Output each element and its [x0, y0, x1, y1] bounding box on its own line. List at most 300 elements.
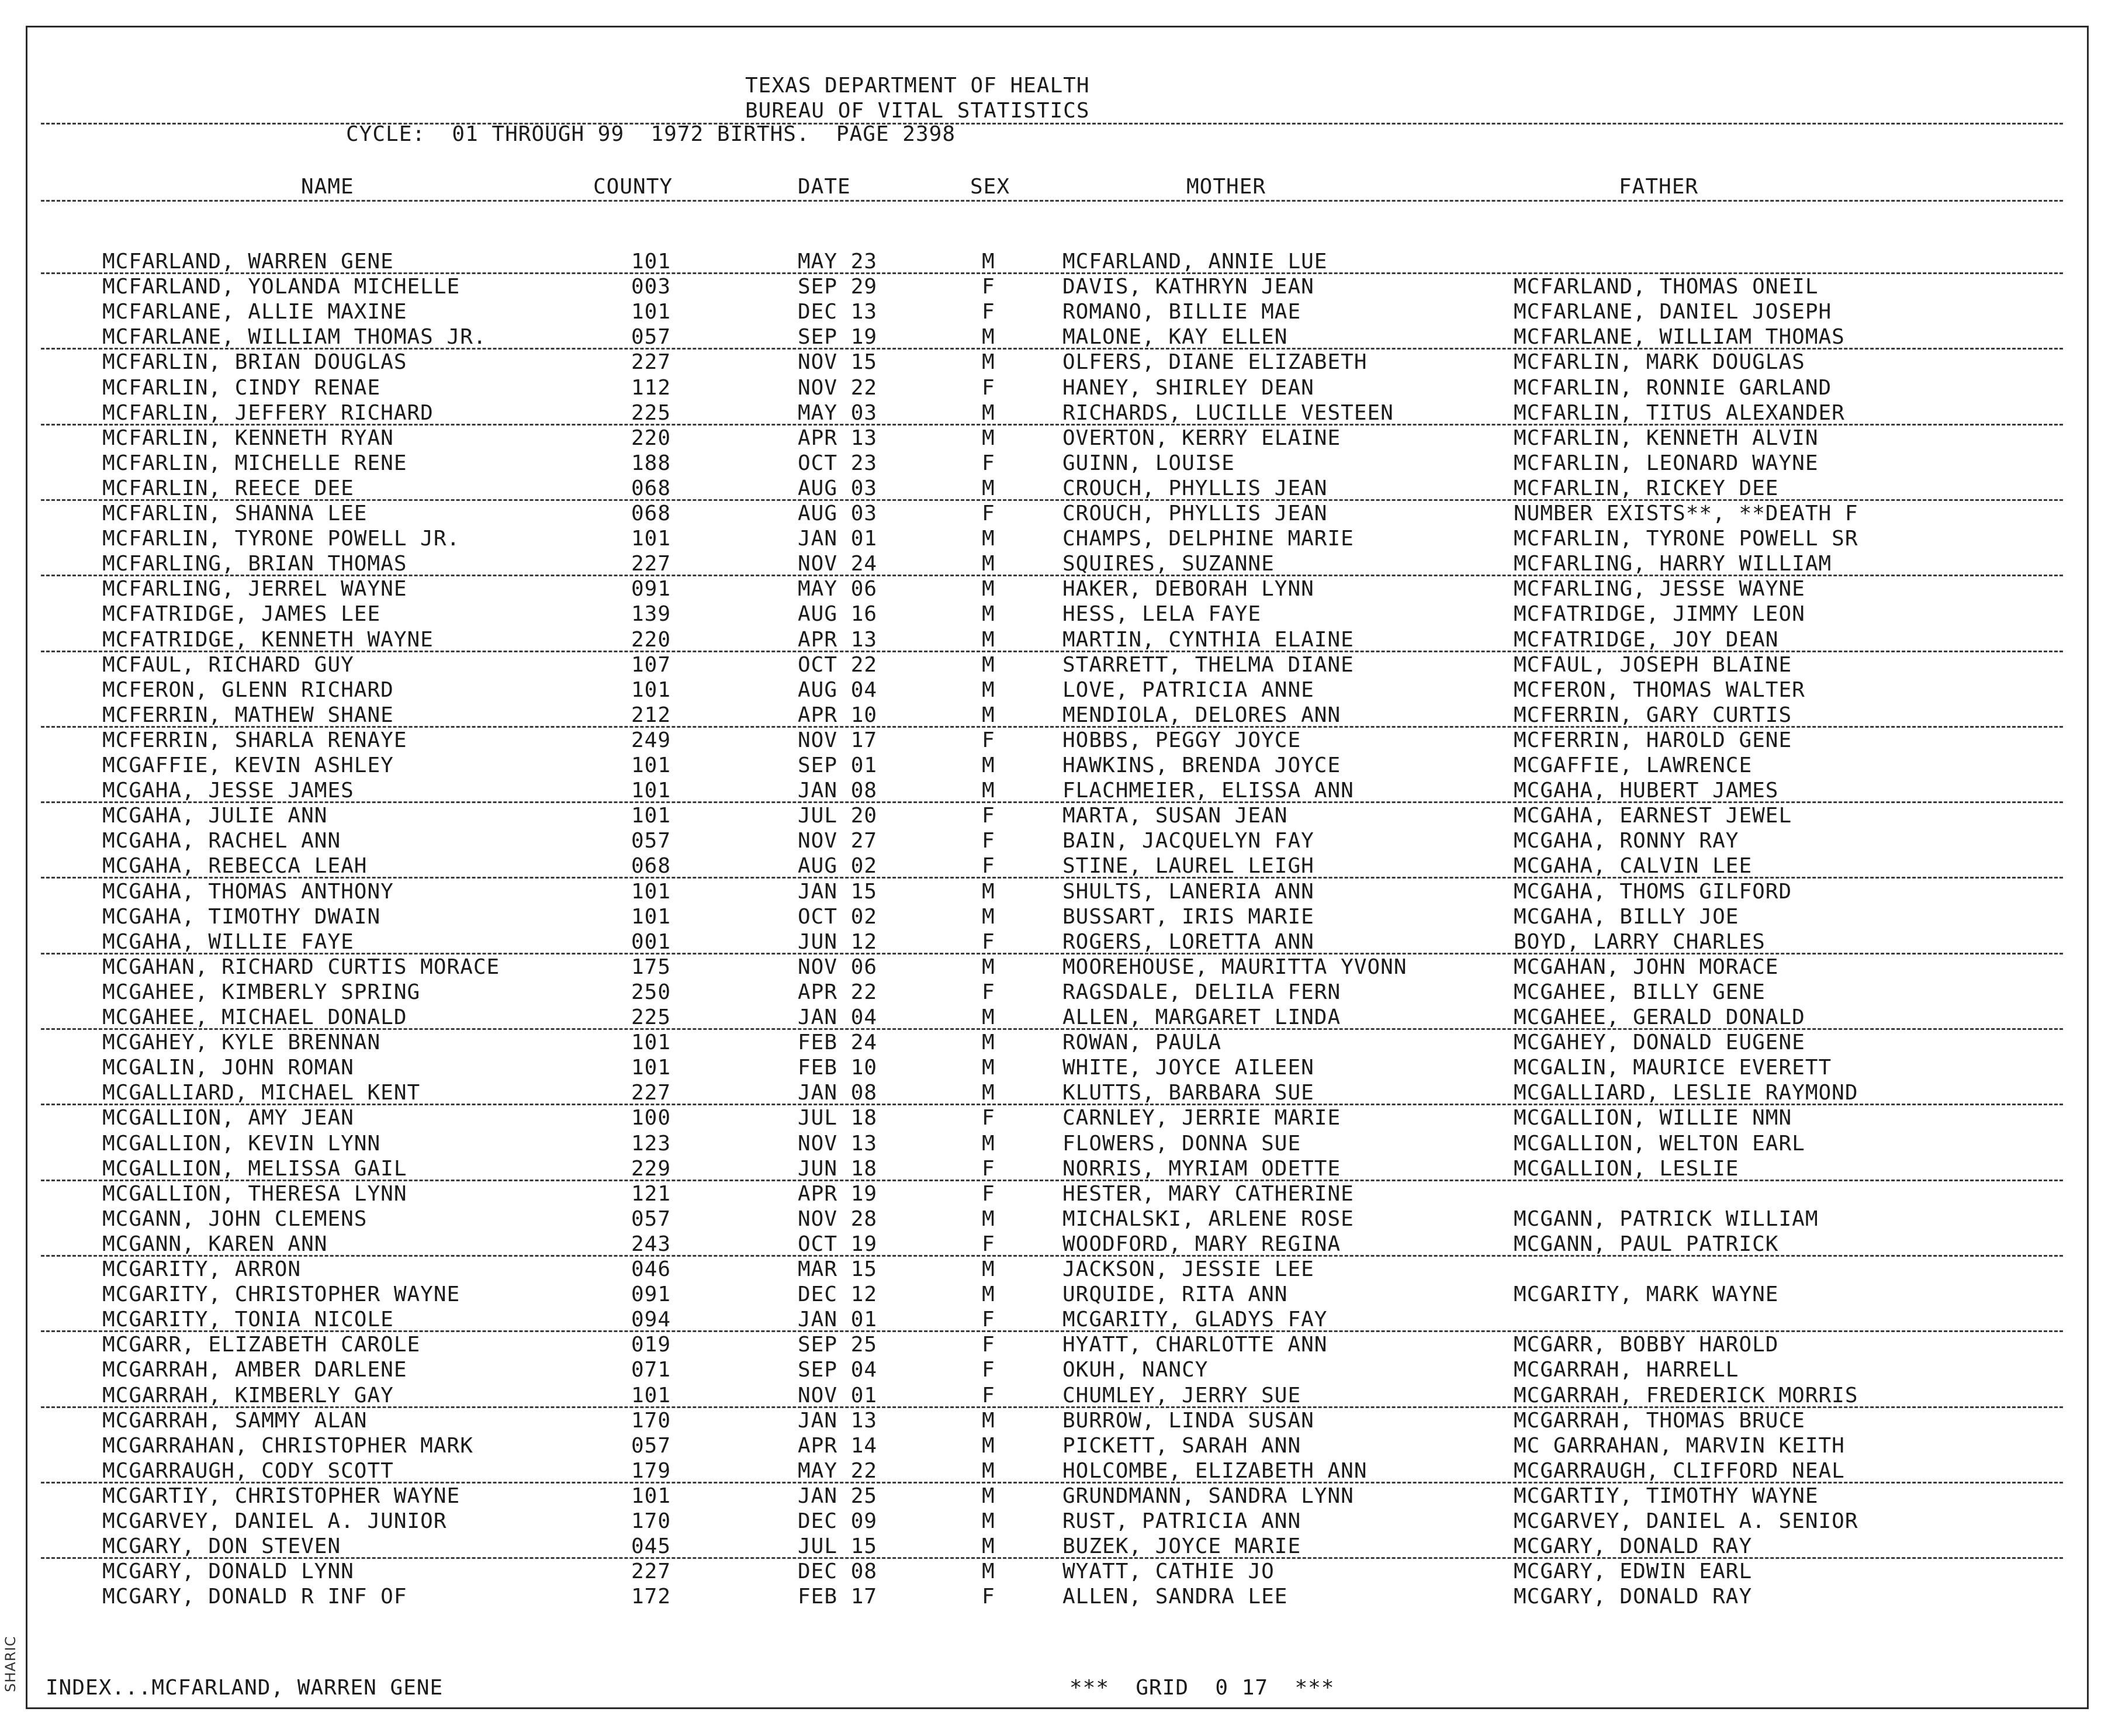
- record-sex: M: [982, 1030, 995, 1055]
- side-mark: SHARIC: [2, 1635, 19, 1692]
- record-name: MCGARVEY, DANIEL A. JUNIOR: [102, 1509, 447, 1533]
- column-header-date: DATE: [798, 175, 851, 199]
- record-sex: M: [982, 1559, 995, 1584]
- record-county: 227: [631, 1559, 671, 1584]
- record-mother: CHUMLEY, JERRY SUE: [1062, 1383, 1301, 1408]
- record-date: NOV 17: [798, 728, 878, 752]
- record-sex: M: [982, 1056, 995, 1080]
- record-sex: M: [982, 1483, 995, 1508]
- record-date: AUG 16: [798, 602, 878, 627]
- record-date: JAN 08: [798, 1081, 878, 1105]
- record-mother: URQUIDE, RITA ANN: [1062, 1282, 1288, 1307]
- record-county: 179: [631, 1458, 671, 1483]
- row-group-rule: [41, 348, 2063, 350]
- record-name: MCFARLIN, MICHELLE RENE: [102, 451, 407, 475]
- column-header-mother: MOTHER: [1186, 175, 1266, 199]
- record-name: MCGALIN, JOHN ROMAN: [102, 1056, 354, 1080]
- record-date: FEB 17: [798, 1585, 878, 1609]
- record-sex: F: [982, 1308, 995, 1332]
- record-mother: MICHALSKI, ARLENE ROSE: [1062, 1206, 1354, 1231]
- record-sex: F: [982, 728, 995, 752]
- record-name: MCFARLIN, BRIAN DOUGLAS: [102, 350, 407, 375]
- record-father: MCGARTIY, TIMOTHY WAYNE: [1514, 1483, 1819, 1508]
- record-county: 212: [631, 703, 671, 727]
- record-sex: M: [982, 703, 995, 727]
- column-header-sex: SEX: [970, 175, 1010, 199]
- record-county: 249: [631, 728, 671, 752]
- record-county: 112: [631, 375, 671, 400]
- record-mother: RICHARDS, LUCILLE VESTEEN: [1062, 400, 1394, 425]
- record-father: MCGAHEE, GERALD DONALD: [1514, 1005, 1805, 1029]
- row-group-rule: [41, 801, 2063, 803]
- record-father: MCGAHA, CALVIN LEE: [1514, 854, 1753, 879]
- record-father: MCGARRAUGH, CLIFFORD NEAL: [1514, 1458, 1845, 1483]
- record-sex: M: [982, 1433, 995, 1458]
- record-county: 101: [631, 779, 671, 803]
- record-father: MCGARVEY, DANIEL A. SENIOR: [1514, 1509, 1858, 1533]
- record-name: MCGANN, KAREN ANN: [102, 1232, 328, 1256]
- record-county: 101: [631, 753, 671, 777]
- record-father: MCGAHA, RONNY RAY: [1514, 829, 1739, 853]
- record-date: MAY 06: [798, 577, 878, 601]
- record-county: 243: [631, 1232, 671, 1256]
- record-name: MCFERRIN, SHARLA RENAYE: [102, 728, 407, 752]
- row-group-rule: [41, 651, 2063, 652]
- record-name: MCGANN, JOHN CLEMENS: [102, 1206, 368, 1231]
- record-mother: HOLCOMBE, ELIZABETH ANN: [1062, 1458, 1368, 1483]
- record-date: APR 14: [798, 1433, 878, 1458]
- record-name: MCFERON, GLENN RICHARD: [102, 677, 394, 702]
- row-group-rule: [41, 575, 2063, 576]
- record-date: OCT 19: [798, 1232, 878, 1256]
- record-father: MCFERON, THOMAS WALTER: [1514, 677, 1805, 702]
- row-group-rule: [41, 1255, 2063, 1257]
- record-name: MCGAFFIE, KEVIN ASHLEY: [102, 753, 394, 777]
- record-mother: MCGARITY, GLADYS FAY: [1062, 1308, 1328, 1332]
- record-county: 227: [631, 350, 671, 375]
- record-mother: ROMANO, BILLIE MAE: [1062, 300, 1301, 324]
- record-mother: BAIN, JACQUELYN FAY: [1062, 829, 1314, 853]
- record-sex: M: [982, 1206, 995, 1231]
- record-sex: M: [982, 652, 995, 677]
- record-date: APR 22: [798, 980, 878, 1004]
- record-county: 057: [631, 1433, 671, 1458]
- record-county: 101: [631, 527, 671, 551]
- record-sex: M: [982, 779, 995, 803]
- record-mother: SHULTS, LANERIA ANN: [1062, 879, 1314, 904]
- record-county: 091: [631, 1282, 671, 1307]
- record-name: MCFARLIN, KENNETH RYAN: [102, 426, 394, 450]
- record-date: DEC 09: [798, 1509, 878, 1533]
- record-date: APR 10: [798, 703, 878, 727]
- record-mother: CROUCH, PHYLLIS JEAN: [1062, 476, 1328, 500]
- record-father: MCFARLANE, DANIEL JOSEPH: [1514, 300, 1832, 324]
- row-group-rule: [41, 1482, 2063, 1483]
- record-name: MCGAHA, JESSE JAMES: [102, 779, 354, 803]
- record-date: SEP 29: [798, 275, 878, 299]
- record-name: MCGAHEY, KYLE BRENNAN: [102, 1030, 381, 1055]
- record-mother: HAWKINS, BRENDA JOYCE: [1062, 753, 1341, 777]
- record-father: MCGAHA, HUBERT JAMES: [1514, 779, 1779, 803]
- record-name: MCGALLION, THERESA LYNN: [102, 1181, 407, 1206]
- record-father: MCFARLANE, WILLIAM THOMAS: [1514, 325, 1845, 350]
- record-county: 101: [631, 1383, 671, 1408]
- record-sex: M: [982, 1257, 995, 1281]
- record-name: MCFARLIN, SHANNA LEE: [102, 502, 368, 525]
- record-father: MCGARRAH, THOMAS BRUCE: [1514, 1408, 1805, 1433]
- record-sex: F: [982, 1358, 995, 1382]
- record-father: MCGAHEE, BILLY GENE: [1514, 980, 1766, 1004]
- record-date: SEP 04: [798, 1358, 878, 1382]
- row-group-rule: [41, 1028, 2063, 1030]
- record-name: MCFARLAND, WARREN GENE: [102, 250, 394, 274]
- record-mother: MARTIN, CYNTHIA ELAINE: [1062, 627, 1354, 652]
- record-father: MCGALIN, MAURICE EVERETT: [1514, 1056, 1832, 1080]
- record-father: MCGARITY, MARK WAYNE: [1514, 1282, 1779, 1307]
- record-name: MCGARR, ELIZABETH CAROLE: [102, 1333, 421, 1357]
- record-county: 225: [631, 1005, 671, 1029]
- record-county: 094: [631, 1308, 671, 1332]
- record-mother: ROWAN, PAULA: [1062, 1030, 1222, 1055]
- record-sex: M: [982, 1282, 995, 1307]
- record-father: MCFARLIN, MARK DOUGLAS: [1514, 350, 1805, 375]
- record-name: MCFARLAND, YOLANDA MICHELLE: [102, 275, 461, 299]
- record-county: 091: [631, 577, 671, 601]
- record-father: BOYD, LARRY CHARLES: [1514, 929, 1766, 954]
- record-sex: F: [982, 929, 995, 954]
- record-name: MCFAUL, RICHARD GUY: [102, 652, 354, 677]
- record-mother: MALONE, KAY ELLEN: [1062, 325, 1288, 350]
- row-group-rule: [41, 272, 2063, 274]
- record-sex: F: [982, 980, 995, 1004]
- record-county: 107: [631, 652, 671, 677]
- record-mother: RAGSDALE, DELILA FERN: [1062, 980, 1341, 1004]
- record-date: APR 19: [798, 1181, 878, 1206]
- record-father: MCGAHEY, DONALD EUGENE: [1514, 1030, 1805, 1055]
- record-sex: F: [982, 1181, 995, 1206]
- record-date: DEC 08: [798, 1559, 878, 1584]
- record-mother: OKUH, NANCY: [1062, 1358, 1209, 1382]
- record-county: 229: [631, 1156, 671, 1181]
- record-mother: HOBBS, PEGGY JOYCE: [1062, 728, 1301, 752]
- header-title: TEXAS DEPARTMENT OF HEALTH: [745, 74, 1090, 98]
- record-county: 101: [631, 1056, 671, 1080]
- record-sex: F: [982, 451, 995, 475]
- record-sex: M: [982, 602, 995, 627]
- record-sex: F: [982, 1232, 995, 1256]
- record-date: NOV 13: [798, 1131, 878, 1156]
- record-date: JAN 01: [798, 1308, 878, 1332]
- record-county: 100: [631, 1106, 671, 1130]
- record-date: MAR 15: [798, 1257, 878, 1281]
- row-group-rule: [41, 499, 2063, 501]
- record-father: MCGARRAH, FREDERICK MORRIS: [1514, 1383, 1858, 1408]
- row-group-rule: [41, 877, 2063, 879]
- record-date: JAN 15: [798, 879, 878, 904]
- record-county: 101: [631, 904, 671, 929]
- record-mother: JACKSON, JESSIE LEE: [1062, 1257, 1314, 1281]
- record-mother: PICKETT, SARAH ANN: [1062, 1433, 1301, 1458]
- record-mother: RUST, PATRICIA ANN: [1062, 1509, 1301, 1533]
- record-sex: M: [982, 1458, 995, 1483]
- record-sex: M: [982, 904, 995, 929]
- record-county: 220: [631, 627, 671, 652]
- record-county: 071: [631, 1358, 671, 1382]
- record-name: MCFARLING, JERREL WAYNE: [102, 577, 407, 601]
- record-mother: CARNLEY, JERRIE MARIE: [1062, 1106, 1341, 1130]
- record-date: JAN 01: [798, 527, 878, 551]
- record-name: MCGALLION, KEVIN LYNN: [102, 1131, 381, 1156]
- record-date: JUL 20: [798, 804, 878, 828]
- record-father: MCGARR, BOBBY HAROLD: [1514, 1333, 1779, 1357]
- footer-index: INDEX...MCFARLAND, WARREN GENE: [46, 1676, 444, 1700]
- record-sex: M: [982, 552, 995, 576]
- record-date: DEC 13: [798, 300, 878, 324]
- record-mother: STARRETT, THELMA DIANE: [1062, 652, 1354, 677]
- record-date: JUL 18: [798, 1106, 878, 1130]
- record-mother: NORRIS, MYRIAM ODETTE: [1062, 1156, 1341, 1181]
- record-name: MCGAHEE, MICHAEL DONALD: [102, 1005, 407, 1029]
- record-county: 121: [631, 1181, 671, 1206]
- record-name: MCGALLION, AMY JEAN: [102, 1106, 354, 1130]
- record-father: MCGALLION, LESLIE: [1514, 1156, 1739, 1181]
- record-county: 101: [631, 677, 671, 702]
- record-county: 057: [631, 829, 671, 853]
- record-mother: HYATT, CHARLOTTE ANN: [1062, 1333, 1328, 1357]
- record-father: MCGALLION, WELTON EARL: [1514, 1131, 1805, 1156]
- record-sex: M: [982, 577, 995, 601]
- record-date: JUN 12: [798, 929, 878, 954]
- record-sex: M: [982, 955, 995, 979]
- record-name: MCGARRAH, KIMBERLY GAY: [102, 1383, 394, 1408]
- record-name: MCGAHA, TIMOTHY DWAIN: [102, 904, 381, 929]
- record-name: MCGARRAH, SAMMY ALAN: [102, 1408, 368, 1433]
- record-county: 068: [631, 502, 671, 525]
- record-date: NOV 01: [798, 1383, 878, 1408]
- record-name: MCGARRAHAN, CHRISTOPHER MARK: [102, 1433, 473, 1458]
- record-date: SEP 01: [798, 753, 878, 777]
- cycle-line: CYCLE: 01 THROUGH 99 1972 BIRTHS. PAGE 2398: [346, 122, 956, 146]
- record-date: JUN 18: [798, 1156, 878, 1181]
- record-date: MAY 22: [798, 1458, 878, 1483]
- record-sex: M: [982, 753, 995, 777]
- header-rule: [41, 123, 2063, 125]
- record-father: MCGANN, PAUL PATRICK: [1514, 1232, 1779, 1256]
- record-mother: WYATT, CATHIE JO: [1062, 1559, 1275, 1584]
- record-name: MCGALLIARD, MICHAEL KENT: [102, 1081, 421, 1105]
- record-county: 175: [631, 955, 671, 979]
- record-father: MCFARLIN, RONNIE GARLAND: [1514, 375, 1832, 400]
- record-date: JAN 13: [798, 1408, 878, 1433]
- record-date: OCT 22: [798, 652, 878, 677]
- record-father: MCGARY, DONALD RAY: [1514, 1585, 1753, 1609]
- record-county: 250: [631, 980, 671, 1004]
- record-county: 188: [631, 451, 671, 475]
- record-date: MAY 03: [798, 400, 878, 425]
- record-date: SEP 25: [798, 1333, 878, 1357]
- record-mother: BUZEK, JOYCE MARIE: [1062, 1534, 1301, 1559]
- record-date: DEC 12: [798, 1282, 878, 1307]
- record-father: MCFATRIDGE, JOY DEAN: [1514, 627, 1779, 652]
- record-mother: HESS, LELA FAYE: [1062, 602, 1262, 627]
- record-date: JAN 04: [798, 1005, 878, 1029]
- record-county: 101: [631, 804, 671, 828]
- record-mother: HESTER, MARY CATHERINE: [1062, 1181, 1354, 1206]
- record-father: MCFARLIN, LEONARD WAYNE: [1514, 451, 1819, 475]
- record-county: 068: [631, 854, 671, 879]
- record-sex: M: [982, 400, 995, 425]
- record-county: 123: [631, 1131, 671, 1156]
- record-name: MCFATRIDGE, JAMES LEE: [102, 602, 381, 627]
- record-county: 045: [631, 1534, 671, 1559]
- record-father: MCGALLIARD, LESLIE RAYMOND: [1514, 1081, 1858, 1105]
- record-date: NOV 15: [798, 350, 878, 375]
- footer-grid: *** GRID 0 17 ***: [1069, 1676, 1335, 1700]
- record-date: AUG 02: [798, 854, 878, 879]
- record-name: MCFARLIN, TYRONE POWELL JR.: [102, 527, 461, 551]
- record-sex: M: [982, 1534, 995, 1559]
- record-date: AUG 03: [798, 502, 878, 525]
- column-header-rule: [41, 200, 2063, 202]
- record-father: MCFARLIN, KENNETH ALVIN: [1514, 426, 1819, 450]
- row-group-rule: [41, 726, 2063, 728]
- record-father: MCGARY, EDWIN EARL: [1514, 1559, 1753, 1584]
- record-mother: MCFARLAND, ANNIE LUE: [1062, 250, 1328, 274]
- record-father: MCGANN, PATRICK WILLIAM: [1514, 1206, 1819, 1231]
- record-sex: M: [982, 325, 995, 350]
- record-sex: M: [982, 627, 995, 652]
- record-date: AUG 04: [798, 677, 878, 702]
- record-father: MCGAHA, THOMS GILFORD: [1514, 879, 1792, 904]
- record-name: MCGAHA, WILLIE FAYE: [102, 929, 354, 954]
- record-name: MCFARLIN, REECE DEE: [102, 476, 354, 500]
- record-father: MCFATRIDGE, JIMMY LEON: [1514, 602, 1805, 627]
- record-father: MCGALLION, WILLIE NMN: [1514, 1106, 1792, 1130]
- record-date: JAN 08: [798, 779, 878, 803]
- record-name: MCGARRAH, AMBER DARLENE: [102, 1358, 407, 1382]
- record-name: MCGAHA, REBECCA LEAH: [102, 854, 368, 879]
- record-date: MAY 23: [798, 250, 878, 274]
- record-county: 046: [631, 1257, 671, 1281]
- record-county: 068: [631, 476, 671, 500]
- record-father: MCFARLIN, TYRONE POWELL SR: [1514, 527, 1858, 551]
- record-mother: GUINN, LOUISE: [1062, 451, 1235, 475]
- record-mother: ROGERS, LORETTA ANN: [1062, 929, 1314, 954]
- record-mother: BUSSART, IRIS MARIE: [1062, 904, 1314, 929]
- record-mother: FLOWERS, DONNA SUE: [1062, 1131, 1301, 1156]
- record-father: MCFARLAND, THOMAS ONEIL: [1514, 275, 1819, 299]
- record-mother: OLFERS, DIANE ELIZABETH: [1062, 350, 1368, 375]
- record-mother: CROUCH, PHYLLIS JEAN: [1062, 502, 1328, 525]
- record-mother: MENDIOLA, DELORES ANN: [1062, 703, 1341, 727]
- record-father: MCFARLIN, RICKEY DEE: [1514, 476, 1779, 500]
- record-name: MCGARY, DONALD LYNN: [102, 1559, 354, 1584]
- record-mother: STINE, LAUREL LEIGH: [1062, 854, 1314, 879]
- record-sex: M: [982, 350, 995, 375]
- record-name: MCGARY, DONALD R INF OF: [102, 1585, 407, 1609]
- row-group-rule: [41, 1330, 2063, 1332]
- record-mother: BURROW, LINDA SUSAN: [1062, 1408, 1314, 1433]
- record-sex: F: [982, 1585, 995, 1609]
- record-father: MCFERRIN, GARY CURTIS: [1514, 703, 1792, 727]
- record-mother: DAVIS, KATHRYN JEAN: [1062, 275, 1314, 299]
- record-sex: F: [982, 829, 995, 853]
- row-group-rule: [41, 1557, 2063, 1559]
- record-date: APR 13: [798, 426, 878, 450]
- record-name: MCGALLION, MELISSA GAIL: [102, 1156, 407, 1181]
- record-mother: MARTA, SUSAN JEAN: [1062, 804, 1288, 828]
- record-name: MCGARITY, TONIA NICOLE: [102, 1308, 394, 1332]
- record-sex: F: [982, 1106, 995, 1130]
- record-mother: WOODFORD, MARY REGINA: [1062, 1232, 1341, 1256]
- record-date: JUL 15: [798, 1534, 878, 1559]
- record-sex: M: [982, 1005, 995, 1029]
- record-name: MCGARY, DON STEVEN: [102, 1534, 341, 1559]
- record-mother: OVERTON, KERRY ELAINE: [1062, 426, 1341, 450]
- row-group-rule: [41, 1180, 2063, 1181]
- record-sex: M: [982, 1408, 995, 1433]
- record-name: MCFATRIDGE, KENNETH WAYNE: [102, 627, 434, 652]
- header-subtitle: BUREAU OF VITAL STATISTICS: [745, 99, 1090, 123]
- record-county: 019: [631, 1333, 671, 1357]
- record-mother: LOVE, PATRICIA ANNE: [1062, 677, 1314, 702]
- record-mother: CHAMPS, DELPHINE MARIE: [1062, 527, 1354, 551]
- row-group-rule: [41, 424, 2063, 426]
- record-father: MCFARLIN, TITUS ALEXANDER: [1514, 400, 1845, 425]
- record-county: 101: [631, 250, 671, 274]
- record-county: 227: [631, 552, 671, 576]
- record-sex: M: [982, 250, 995, 274]
- record-county: 172: [631, 1585, 671, 1609]
- record-father: MCGAHA, EARNEST JEWEL: [1514, 804, 1792, 828]
- record-sex: F: [982, 804, 995, 828]
- record-date: FEB 10: [798, 1056, 878, 1080]
- row-group-rule: [41, 953, 2063, 955]
- record-county: 101: [631, 879, 671, 904]
- record-date: NOV 27: [798, 829, 878, 853]
- record-father: MC GARRAHAN, MARVIN KEITH: [1514, 1433, 1845, 1458]
- record-mother: SQUIRES, SUZANNE: [1062, 552, 1275, 576]
- record-name: MCGARITY, ARRON: [102, 1257, 302, 1281]
- record-sex: F: [982, 300, 995, 324]
- column-header-county: COUNTY: [593, 175, 673, 199]
- record-name: MCGAHAN, RICHARD CURTIS MORACE: [102, 955, 500, 979]
- record-date: SEP 19: [798, 325, 878, 350]
- record-father: MCGARY, DONALD RAY: [1514, 1534, 1753, 1559]
- record-date: NOV 28: [798, 1206, 878, 1231]
- record-sex: F: [982, 1333, 995, 1357]
- record-name: MCGAHA, THOMAS ANTHONY: [102, 879, 394, 904]
- record-date: NOV 24: [798, 552, 878, 576]
- record-county: 001: [631, 929, 671, 954]
- record-sex: F: [982, 854, 995, 879]
- row-group-rule: [41, 1104, 2063, 1105]
- record-father: MCFARLING, JESSE WAYNE: [1514, 577, 1805, 601]
- record-father: MCGAHA, BILLY JOE: [1514, 904, 1739, 929]
- record-name: MCGAHA, RACHEL ANN: [102, 829, 341, 853]
- record-mother: MOOREHOUSE, MAURITTA YVONN: [1062, 955, 1407, 979]
- record-father: MCGARRAH, HARRELL: [1514, 1358, 1739, 1382]
- record-mother: GRUNDMANN, SANDRA LYNN: [1062, 1483, 1354, 1508]
- record-name: MCGARRAUGH, CODY SCOTT: [102, 1458, 394, 1483]
- record-name: MCFARLANE, WILLIAM THOMAS JR.: [102, 325, 487, 350]
- record-sex: M: [982, 1131, 995, 1156]
- record-date: JAN 25: [798, 1483, 878, 1508]
- record-sex: M: [982, 1509, 995, 1533]
- record-mother: HAKER, DEBORAH LYNN: [1062, 577, 1314, 601]
- record-father: MCFERRIN, HAROLD GENE: [1514, 728, 1792, 752]
- record-father: MCFARLING, HARRY WILLIAM: [1514, 552, 1832, 576]
